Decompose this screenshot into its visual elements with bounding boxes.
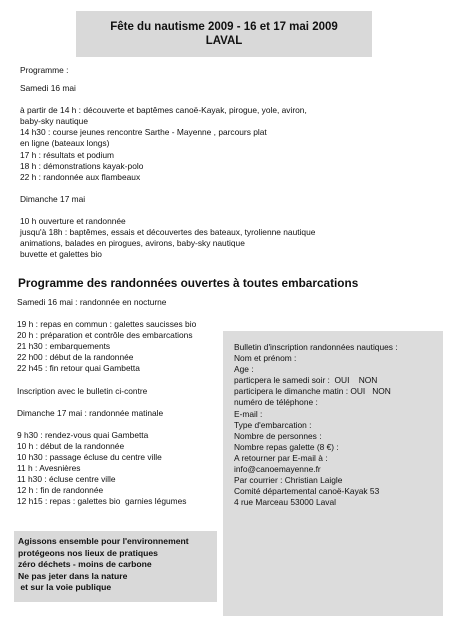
samedi-item: en ligne (bateaux longs) bbox=[20, 138, 110, 149]
bulletin-adresse: 4 rue Marceau 53000 Laval bbox=[234, 497, 336, 508]
programme-section bbox=[20, 65, 315, 260]
dimanche-item: 10 h ouverture et randonnée bbox=[20, 215, 126, 226]
title-banner bbox=[76, 11, 372, 57]
samedi-item: 17 h : résultats et podium bbox=[20, 149, 115, 160]
bulletin-contact-email: info@canoemayenne.fr bbox=[234, 464, 321, 475]
bulletin-telephone: numéro de téléphone : bbox=[234, 397, 318, 408]
bulletin-age: Age : bbox=[234, 364, 254, 375]
dimanche-item: jusqu'à 18h : baptêmes, essais et découvertes des bateaux, tyrolienne nautique bbox=[20, 227, 316, 238]
rando-dimanche-item: 10 h : début de la randonnée bbox=[17, 440, 125, 451]
bulletin-comite: Comité départemental canoë-Kayak 53 bbox=[234, 486, 380, 497]
environment-line: zéro déchets - moins de carbone bbox=[18, 559, 152, 570]
bulletin-retour: A retourner par E-mail à : bbox=[234, 452, 328, 463]
bulletin-personnes: Nombre de personnes : bbox=[234, 430, 322, 441]
rando-samedi-title: Samedi 16 mai : randonnée en nocturne bbox=[17, 297, 167, 307]
rando-samedi-item: 20 h : préparation et contrôle des embarcations bbox=[17, 330, 193, 341]
environment-line: et sur la voie publique bbox=[18, 582, 112, 593]
title-line-2: LAVAL bbox=[205, 35, 243, 47]
bulletin-nom: Nom et prénom : bbox=[234, 353, 297, 364]
environment-line: Agissons ensemble pour l'environnement bbox=[18, 536, 189, 546]
rando-dimanche-item: 9 h30 : rendez-vous quai Gambetta bbox=[17, 429, 149, 440]
bulletin-dimanche: participera le dimanche matin : OUI NON bbox=[234, 386, 391, 397]
bulletin-repas: Nombre repas galette (8 €) : bbox=[234, 441, 339, 452]
environment-line: protégeons nos lieux de pratiques bbox=[18, 547, 158, 558]
rando-dimanche-title: Dimanche 17 mai : randonnée matinale bbox=[17, 407, 164, 418]
samedi-item: 14 h30 : course jeunes rencontre Sarthe - Mayenne , parcours plat bbox=[20, 127, 267, 138]
bulletin-title: Bulletin d'inscription randonnées nautiques : bbox=[234, 342, 398, 352]
rando-samedi-item: 22 h45 : fin retour quai Gambetta bbox=[17, 363, 140, 374]
rando-dimanche-item: 10 h30 : passage écluse du centre ville bbox=[17, 451, 162, 462]
randonnees-heading: Programme des randonnées ouvertes à toutes embarcations bbox=[18, 276, 359, 290]
bulletin-email: E-mail : bbox=[234, 408, 263, 419]
dimanche-item: animations, balades en pirogues, avirons, baby-sky nautique bbox=[20, 238, 245, 249]
samedi-item: baby-sky nautique bbox=[20, 116, 88, 127]
dimanche-item: buvette et galettes bio bbox=[20, 249, 102, 260]
rando-inscription: Inscription avec le bulletin ci-contre bbox=[17, 385, 148, 396]
environment-message bbox=[18, 536, 189, 594]
bulletin-embarcation: Type d'embarcation : bbox=[234, 419, 312, 430]
environment-line: Ne pas jeter dans la nature bbox=[18, 570, 128, 581]
samedi-item: 18 h : démonstrations kayak-polo bbox=[20, 160, 144, 171]
bulletin-inscription bbox=[234, 342, 398, 508]
bulletin-courrier: Par courrier : Christian Laigle bbox=[234, 475, 343, 486]
rando-dimanche-item: 12 h : fin de randonnée bbox=[17, 485, 104, 496]
programme-dimanche: Dimanche 17 mai bbox=[20, 193, 86, 204]
samedi-item: à partir de 14 h : découverte et baptêmes canoë-Kayak, pirogue, yole, aviron, bbox=[20, 105, 307, 116]
samedi-item: 22 h : randonnée aux flambeaux bbox=[20, 171, 141, 182]
programme-label: Programme : bbox=[20, 65, 69, 75]
rando-samedi-item: 21 h30 : embarquements bbox=[17, 341, 111, 352]
rando-dimanche-item: 12 h15 : repas : galettes bio garnies légumes bbox=[17, 496, 187, 507]
rando-samedi-item: 22 h00 : début de la randonnée bbox=[17, 352, 134, 363]
rando-samedi-item: 19 h : repas en commun : galettes saucisses bio bbox=[17, 319, 197, 330]
rando-dimanche-item: 11 h30 : écluse centre ville bbox=[17, 474, 116, 485]
title-line-1: Fête du nautisme 2009 - 16 et 17 mai 2009 bbox=[110, 21, 338, 33]
bulletin-samedi: particpera le samedi soir : OUI NON bbox=[234, 375, 378, 386]
rando-dimanche-item: 11 h : Avesnières bbox=[17, 463, 81, 474]
programme-samedi: Samedi 16 mai bbox=[20, 83, 76, 94]
randonnees-section bbox=[17, 297, 196, 507]
